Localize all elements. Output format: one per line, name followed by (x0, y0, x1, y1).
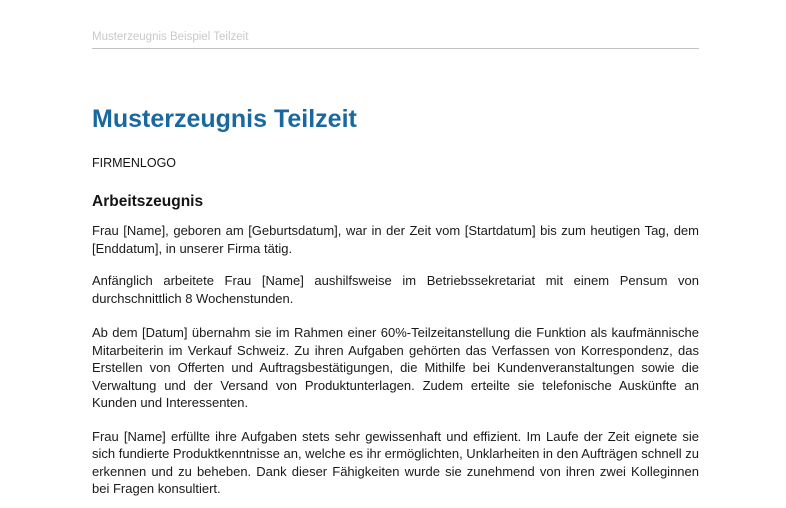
section-heading: Arbeitszeugnis (92, 193, 204, 210)
company-logo-placeholder: FIRMENLOGO (92, 156, 177, 170)
document-body (92, 222, 699, 498)
paragraph-initial-role: Anfänglich arbeitete Frau [Name] aushilfsweise im Betriebssekretariat mit einem Pensum von durchschnittlich 8 Wochenstunden. (92, 273, 699, 306)
page-title: Musterzeugnis Teilzeit (92, 105, 357, 133)
header-breadcrumb: Musterzeugnis Beispiel Teilzeit (92, 31, 249, 43)
paragraph-tasks: Ab dem [Datum] übernahm sie im Rahmen einer 60%-Teilzeitanstellung die Funktion als kaufmännische Mitarbeiterin im Verkauf Schweiz. Zu ihren Aufgaben gehörten das Verfassen von Korrespondenz, das Erstellen von Offerten und Auftragsbestätigungen, die Mithilfe bei Kundenveranstaltungen sowie die Verwaltung und der Versand von Produktunterlagen. Zudem erteilte sie telefonische Auskünfte an Kunden und Interessenten. (92, 325, 699, 410)
document-content (92, 0, 699, 498)
document-header (92, 30, 699, 49)
paragraph-performance: Frau [Name] erfüllte ihre Aufgaben stets sehr gewissenhaft und effizient. Im Laufe der Zeit eignete sie sich fundierte Produktkenntnisse an, welche es ihr ermöglichten, Unklarheiten in den Aufträgen schnell zu erkennen und zu beheben. Dank dieser Fähigkeiten wurde sie zunehmend von ihren zwei Kolleginnen bei Fragen konsultiert. (92, 428, 700, 496)
paragraph-employment-intro: Frau [Name], geboren am [Geburtsdatum], war in der Zeit vom [Startdatum] bis zum heutigen Tag, dem [Enddatum], in unserer Firma tätig. (92, 223, 699, 256)
